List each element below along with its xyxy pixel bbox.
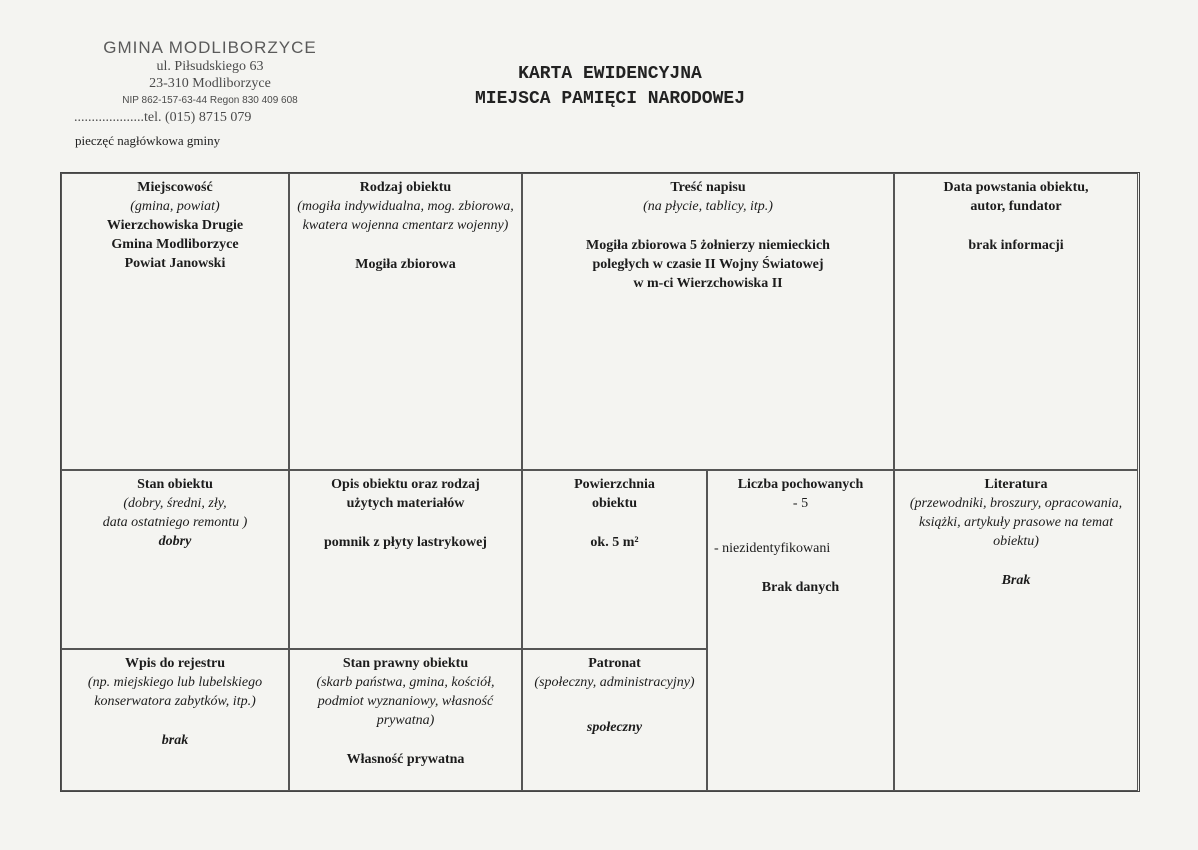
title-line-2: MIEJSCA PAMIĘCI NARODOWEJ bbox=[474, 89, 746, 109]
cell-rodzaj bbox=[289, 173, 522, 470]
cell-patronat bbox=[522, 649, 707, 791]
cell-opis bbox=[289, 470, 522, 649]
cell-miejscowosc bbox=[61, 173, 289, 470]
cell-wpis bbox=[61, 649, 289, 791]
value-stan: dobry bbox=[158, 534, 192, 549]
label-rodzaj: Rodzaj obiektu bbox=[359, 180, 452, 195]
hint-literatura: (przewodniki, broszury, opracowania, książki, artykuły prasowe na temat obiektu) bbox=[909, 496, 1123, 549]
hint-rodzaj: (mogiła indywidualna, mog. zbiorowa, kwatera wojenna cmentarz wojenny) bbox=[297, 199, 514, 233]
value-patronat: społeczny bbox=[586, 720, 643, 735]
value-powierzchnia: ok. 5 m² bbox=[590, 535, 639, 550]
label-powierzchnia-2: obiektu bbox=[591, 496, 638, 511]
label-liczba: Liczba pochowanych bbox=[737, 477, 864, 492]
value-miejscowosc-1: Wierzchowiska Drugie bbox=[106, 218, 244, 233]
value-tresc-3: w m-ci Wierzchowiska II bbox=[633, 276, 783, 291]
label-powierzchnia-1: Powierzchnia bbox=[574, 477, 655, 492]
value-opis: pomnik z płyty lastrykowej bbox=[324, 535, 487, 550]
value-wpis: brak bbox=[161, 733, 189, 748]
record-table bbox=[60, 172, 1140, 792]
stamp-street: ul. Piłsudskiego 63 bbox=[156, 59, 264, 74]
label-literatura: Literatura bbox=[984, 477, 1048, 492]
value-data-powstania: brak informacji bbox=[968, 238, 1064, 253]
cell-powierzchnia bbox=[522, 470, 707, 649]
label-data-powstania-2: autor, fundator bbox=[970, 199, 1062, 214]
label-stan: Stan obiektu bbox=[137, 477, 213, 492]
value-rodzaj: Mogiła zbiorowa bbox=[355, 257, 456, 272]
cell-data-powstania bbox=[894, 173, 1138, 470]
cell-stan bbox=[61, 470, 289, 649]
value-miejscowosc-3: Powiat Janowski bbox=[124, 256, 226, 271]
value-liczba-count: - 5 bbox=[792, 496, 809, 511]
stamp-ids: NIP 862-157-63-44 Regon 830 409 608 bbox=[122, 95, 298, 106]
label-data-powstania-1: Data powstania obiektu, bbox=[943, 180, 1089, 195]
value-liczba: Brak danych bbox=[761, 580, 840, 595]
stamp-gmina: GMINA MODLIBORZYCE bbox=[103, 38, 317, 57]
hint-stan-prawny: (skarb państwa, gmina, kościół, podmiot wyznaniowy, własność prywatna) bbox=[316, 675, 495, 728]
hint-tresc: (na płycie, tablicy, itp.) bbox=[643, 199, 773, 214]
value-tresc-1: Mogiła zbiorowa 5 żołnierzy niemieckich bbox=[586, 238, 830, 253]
label-tresc: Treść napisu bbox=[670, 180, 746, 195]
hint-wpis: (np. miejskiego lub lubelskiego konserwatora zabytków, itp.) bbox=[87, 675, 263, 709]
label-opis-1: Opis obiektu oraz rodzaj bbox=[331, 477, 480, 492]
value-liczba-unidentified: - niezidentyfikowani bbox=[714, 541, 831, 556]
cell-liczba bbox=[707, 470, 894, 791]
value-literatura: Brak bbox=[1001, 573, 1031, 588]
stamp-postal: 23-310 Modliborzyce bbox=[149, 76, 271, 91]
label-stan-prawny: Stan prawny obiektu bbox=[342, 656, 469, 671]
stamp-caption: pieczęć nagłówkowa gminy bbox=[75, 133, 221, 148]
cell-stan-prawny bbox=[289, 649, 522, 791]
label-opis-2: użytych materiałów bbox=[346, 496, 465, 511]
municipality-stamp bbox=[60, 38, 360, 126]
value-miejscowosc-2: Gmina Modliborzyce bbox=[111, 237, 239, 252]
label-patronat: Patronat bbox=[588, 656, 641, 671]
cell-literatura bbox=[894, 470, 1138, 791]
stamp-tel: ....................tel. (015) 8715 079 bbox=[74, 110, 252, 125]
value-tresc-2: poległych w czasie II Wojny Światowej bbox=[592, 257, 824, 272]
hint-stan-1: (dobry, średni, zły, bbox=[123, 496, 227, 511]
hint-miejscowosc: (gmina, powiat) bbox=[130, 199, 220, 214]
document-title bbox=[410, 62, 810, 112]
value-stan-prawny: Własność prywatna bbox=[346, 752, 465, 767]
cell-tresc bbox=[522, 173, 894, 470]
label-wpis: Wpis do rejestru bbox=[124, 656, 226, 671]
hint-patronat: (społeczny, administracyjny) bbox=[534, 675, 695, 690]
hint-stan-2: data ostatniego remontu ) bbox=[102, 515, 248, 530]
title-line-1: KARTA EWIDENCYJNA bbox=[518, 64, 702, 84]
label-miejscowosc: Miejscowość bbox=[137, 180, 213, 195]
